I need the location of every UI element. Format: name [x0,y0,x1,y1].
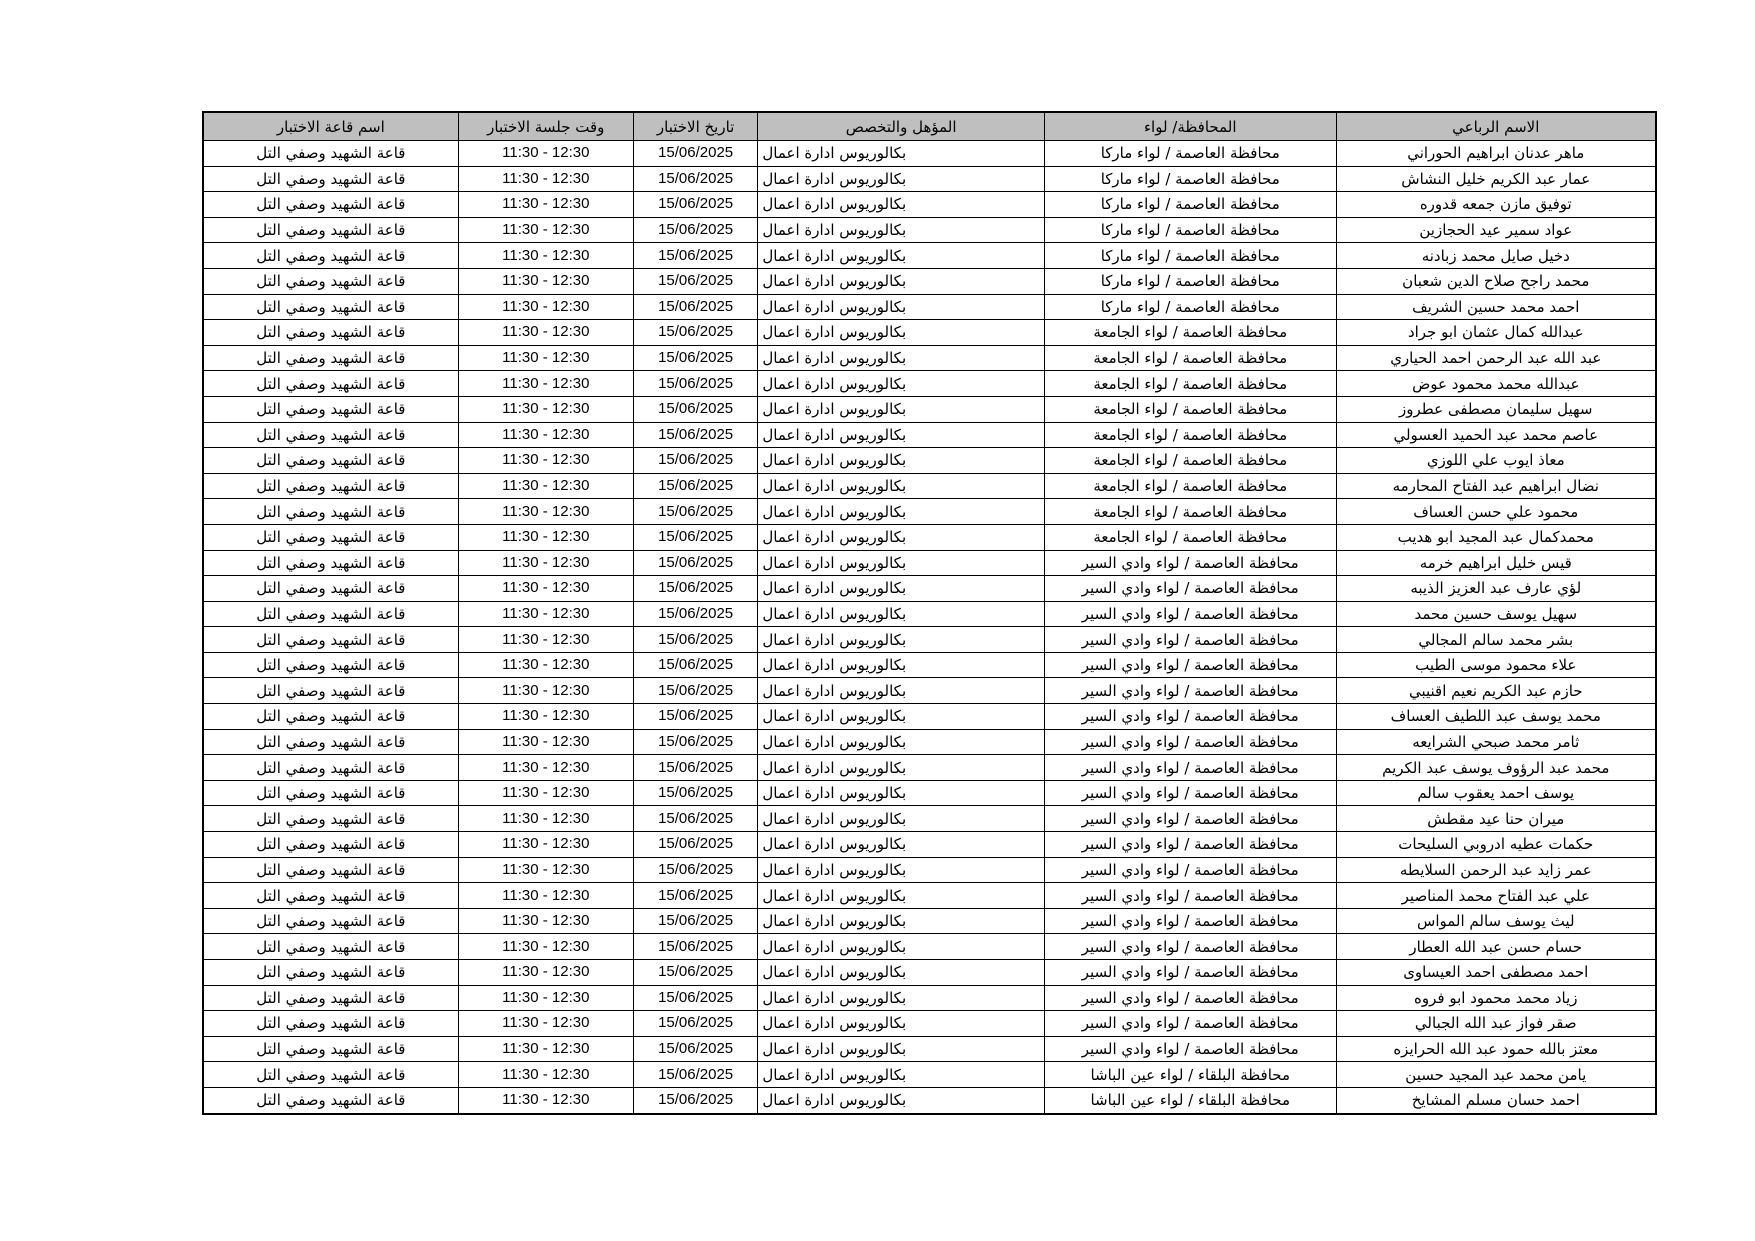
cell-date: 15/06/2025 [633,268,758,294]
cell-hall: قاعة الشهيد وصفي التل [203,1087,458,1113]
table-row [203,934,1656,960]
table-row [203,576,1656,602]
cell-hall: قاعة الشهيد وصفي التل [203,883,458,909]
cell-time: 11:30 - 12:30 [458,371,633,397]
cell-governorate: محافظة العاصمة / لواء الجامعة [1044,371,1336,397]
cell-governorate: محافظة العاصمة / لواء وادي السير [1044,576,1336,602]
cell-date: 15/06/2025 [633,371,758,397]
cell-governorate: محافظة العاصمة / لواء وادي السير [1044,678,1336,704]
cell-governorate: محافظة العاصمة / لواء وادي السير [1044,729,1336,755]
cell-governorate: محافظة العاصمة / لواء وادي السير [1044,806,1336,832]
cell-governorate: محافظة العاصمة / لواء وادي السير [1044,883,1336,909]
table-row [203,448,1656,474]
cell-time: 11:30 - 12:30 [458,192,633,218]
cell-time: 11:30 - 12:30 [458,576,633,602]
cell-name: سهيل يوسف حسين محمد [1336,601,1656,627]
cell-name: ليث يوسف سالم المواس [1336,908,1656,934]
exam-schedule-table [202,111,1657,1115]
table-row [203,960,1656,986]
cell-time: 11:30 - 12:30 [458,960,633,986]
cell-date: 15/06/2025 [633,1036,758,1062]
cell-date: 15/06/2025 [633,1062,758,1088]
cell-date: 15/06/2025 [633,320,758,346]
cell-name: عبدالله كمال عثمان ابو جراد [1336,320,1656,346]
table-row [203,294,1656,320]
cell-hall: قاعة الشهيد وصفي التل [203,678,458,704]
table-row [203,704,1656,730]
cell-name: يامن محمد عبد المجيد حسين [1336,1062,1656,1088]
table-row [203,268,1656,294]
table-row [203,524,1656,550]
cell-specialization: بكالوريوس ادارة اعمال [758,371,1045,397]
cell-date: 15/06/2025 [633,627,758,653]
cell-name: يوسف احمد يعقوب سالم [1336,780,1656,806]
cell-hall: قاعة الشهيد وصفي التل [203,601,458,627]
cell-specialization: بكالوريوس ادارة اعمال [758,422,1045,448]
cell-date: 15/06/2025 [633,550,758,576]
cell-date: 15/06/2025 [633,908,758,934]
cell-name: دخيل صايل محمد زبادنه [1336,243,1656,269]
cell-time: 11:30 - 12:30 [458,422,633,448]
cell-hall: قاعة الشهيد وصفي التل [203,345,458,371]
cell-specialization: بكالوريوس ادارة اعمال [758,473,1045,499]
cell-specialization: بكالوريوس ادارة اعمال [758,345,1045,371]
cell-time: 11:30 - 12:30 [458,1011,633,1037]
cell-time: 11:30 - 12:30 [458,806,633,832]
cell-time: 11:30 - 12:30 [458,1036,633,1062]
cell-hall: قاعة الشهيد وصفي التل [203,985,458,1011]
cell-specialization: بكالوريوس ادارة اعمال [758,755,1045,781]
cell-name: قيس خليل ابراهيم خرمه [1336,550,1656,576]
cell-hall: قاعة الشهيد وصفي التل [203,499,458,525]
cell-governorate: محافظة العاصمة / لواء وادي السير [1044,857,1336,883]
cell-date: 15/06/2025 [633,934,758,960]
cell-name: ثامر محمد صبحي الشرايعه [1336,729,1656,755]
table-row [203,396,1656,422]
table-row [203,1036,1656,1062]
table-row [203,166,1656,192]
cell-hall: قاعة الشهيد وصفي التل [203,268,458,294]
table-row [203,601,1656,627]
cell-time: 11:30 - 12:30 [458,499,633,525]
cell-time: 11:30 - 12:30 [458,652,633,678]
cell-governorate: محافظة العاصمة / لواء الجامعة [1044,499,1336,525]
cell-hall: قاعة الشهيد وصفي التل [203,908,458,934]
cell-name: ميران حنا عيد مقطش [1336,806,1656,832]
cell-time: 11:30 - 12:30 [458,908,633,934]
cell-hall: قاعة الشهيد وصفي التل [203,1011,458,1037]
table-row [203,499,1656,525]
cell-name: عبد الله عبد الرحمن احمد الحياري [1336,345,1656,371]
cell-specialization: بكالوريوس ادارة اعمال [758,524,1045,550]
cell-date: 15/06/2025 [633,166,758,192]
cell-time: 11:30 - 12:30 [458,448,633,474]
header-specialization: المؤهل والتخصص [758,112,1045,141]
cell-specialization: بكالوريوس ادارة اعمال [758,780,1045,806]
cell-date: 15/06/2025 [633,857,758,883]
cell-time: 11:30 - 12:30 [458,934,633,960]
cell-hall: قاعة الشهيد وصفي التل [203,627,458,653]
cell-time: 11:30 - 12:30 [458,294,633,320]
cell-date: 15/06/2025 [633,832,758,858]
cell-governorate: محافظة العاصمة / لواء وادي السير [1044,934,1336,960]
cell-specialization: بكالوريوس ادارة اعمال [758,1011,1045,1037]
cell-name: محمود علي حسن العساف [1336,499,1656,525]
cell-name: علي عبد الفتاح محمد المناصير [1336,883,1656,909]
cell-specialization: بكالوريوس ادارة اعمال [758,704,1045,730]
cell-date: 15/06/2025 [633,678,758,704]
cell-time: 11:30 - 12:30 [458,217,633,243]
cell-governorate: محافظة العاصمة / لواء وادي السير [1044,652,1336,678]
cell-date: 15/06/2025 [633,729,758,755]
cell-specialization: بكالوريوس ادارة اعمال [758,729,1045,755]
cell-hall: قاعة الشهيد وصفي التل [203,780,458,806]
cell-name: عمر زايد عبد الرحمن السلايطه [1336,857,1656,883]
cell-name: بشر محمد سالم المجالي [1336,627,1656,653]
cell-specialization: بكالوريوس ادارة اعمال [758,166,1045,192]
header-row [203,112,1656,141]
cell-date: 15/06/2025 [633,141,758,167]
cell-specialization: بكالوريوس ادارة اعمال [758,1087,1045,1113]
cell-governorate: محافظة العاصمة / لواء الجامعة [1044,448,1336,474]
cell-hall: قاعة الشهيد وصفي التل [203,166,458,192]
cell-hall: قاعة الشهيد وصفي التل [203,217,458,243]
cell-specialization: بكالوريوس ادارة اعمال [758,934,1045,960]
cell-specialization: بكالوريوس ادارة اعمال [758,601,1045,627]
cell-hall: قاعة الشهيد وصفي التل [203,396,458,422]
table-row [203,755,1656,781]
cell-time: 11:30 - 12:30 [458,678,633,704]
cell-specialization: بكالوريوس ادارة اعمال [758,448,1045,474]
cell-specialization: بكالوريوس ادارة اعمال [758,806,1045,832]
cell-date: 15/06/2025 [633,652,758,678]
header-name: الاسم الرباعي [1336,112,1656,141]
cell-date: 15/06/2025 [633,192,758,218]
cell-date: 15/06/2025 [633,960,758,986]
table-row [203,627,1656,653]
cell-hall: قاعة الشهيد وصفي التل [203,524,458,550]
cell-hall: قاعة الشهيد وصفي التل [203,448,458,474]
cell-date: 15/06/2025 [633,396,758,422]
table-row [203,550,1656,576]
cell-hall: قاعة الشهيد وصفي التل [203,550,458,576]
cell-hall: قاعة الشهيد وصفي التل [203,960,458,986]
table-row [203,1011,1656,1037]
cell-hall: قاعة الشهيد وصفي التل [203,832,458,858]
cell-hall: قاعة الشهيد وصفي التل [203,1036,458,1062]
cell-time: 11:30 - 12:30 [458,985,633,1011]
cell-specialization: بكالوريوس ادارة اعمال [758,576,1045,602]
cell-governorate: محافظة العاصمة / لواء ماركا [1044,141,1336,167]
cell-date: 15/06/2025 [633,422,758,448]
header-date: تاريخ الاختبار [633,112,758,141]
cell-name: عبدالله محمد محمود عوض [1336,371,1656,397]
cell-hall: قاعة الشهيد وصفي التل [203,320,458,346]
table-row [203,243,1656,269]
cell-specialization: بكالوريوس ادارة اعمال [758,652,1045,678]
cell-date: 15/06/2025 [633,1087,758,1113]
cell-name: ماهر عدنان ابراهيم الحوراني [1336,141,1656,167]
cell-time: 11:30 - 12:30 [458,883,633,909]
cell-governorate: محافظة العاصمة / لواء وادي السير [1044,755,1336,781]
cell-governorate: محافظة العاصمة / لواء ماركا [1044,243,1336,269]
cell-specialization: بكالوريوس ادارة اعمال [758,908,1045,934]
cell-governorate: محافظة العاصمة / لواء ماركا [1044,268,1336,294]
cell-time: 11:30 - 12:30 [458,473,633,499]
cell-specialization: بكالوريوس ادارة اعمال [758,627,1045,653]
cell-governorate: محافظة العاصمة / لواء وادي السير [1044,960,1336,986]
cell-date: 15/06/2025 [633,499,758,525]
cell-specialization: بكالوريوس ادارة اعمال [758,550,1045,576]
table-row [203,652,1656,678]
cell-time: 11:30 - 12:30 [458,141,633,167]
cell-hall: قاعة الشهيد وصفي التل [203,141,458,167]
cell-time: 11:30 - 12:30 [458,755,633,781]
cell-time: 11:30 - 12:30 [458,320,633,346]
cell-name: معتز بالله حمود عبد الله الحرايزه [1336,1036,1656,1062]
cell-time: 11:30 - 12:30 [458,243,633,269]
cell-name: زياد محمد محمود ابو فروه [1336,985,1656,1011]
cell-date: 15/06/2025 [633,294,758,320]
cell-specialization: بكالوريوس ادارة اعمال [758,883,1045,909]
cell-specialization: بكالوريوس ادارة اعمال [758,243,1045,269]
cell-governorate: محافظة العاصمة / لواء وادي السير [1044,780,1336,806]
cell-governorate: محافظة العاصمة / لواء ماركا [1044,294,1336,320]
cell-date: 15/06/2025 [633,1011,758,1037]
cell-governorate: محافظة البلقاء / لواء عين الباشا [1044,1062,1336,1088]
cell-name: عواد سمير عيد الحجازين [1336,217,1656,243]
table-row [203,1087,1656,1113]
cell-hall: قاعة الشهيد وصفي التل [203,294,458,320]
cell-governorate: محافظة العاصمة / لواء وادي السير [1044,832,1336,858]
cell-date: 15/06/2025 [633,473,758,499]
cell-name: حكمات عطيه ادروبي السليحات [1336,832,1656,858]
cell-name: لؤي عارف عبد العزيز الذيبه [1336,576,1656,602]
cell-name: حسام حسن عبد الله العطار [1336,934,1656,960]
cell-governorate: محافظة العاصمة / لواء وادي السير [1044,550,1336,576]
table-body [203,141,1656,1114]
cell-hall: قاعة الشهيد وصفي التل [203,473,458,499]
table-row [203,806,1656,832]
header-governorate: المحافظة/ لواء [1044,112,1336,141]
cell-name: محمد يوسف عبد اللطيف العساف [1336,704,1656,730]
cell-name: احمد مصطفى احمد العيساوى [1336,960,1656,986]
cell-date: 15/06/2025 [633,345,758,371]
cell-name: محمد عبد الرؤوف يوسف عبد الكريم [1336,755,1656,781]
cell-time: 11:30 - 12:30 [458,1087,633,1113]
cell-governorate: محافظة البلقاء / لواء عين الباشا [1044,1087,1336,1113]
cell-name: توفيق مازن جمعه قدوره [1336,192,1656,218]
table-row [203,832,1656,858]
cell-date: 15/06/2025 [633,755,758,781]
table-row [203,1062,1656,1088]
cell-governorate: محافظة العاصمة / لواء ماركا [1044,217,1336,243]
cell-specialization: بكالوريوس ادارة اعمال [758,396,1045,422]
cell-specialization: بكالوريوس ادارة اعمال [758,985,1045,1011]
cell-name: صقر فواز عبد الله الجبالي [1336,1011,1656,1037]
cell-specialization: بكالوريوس ادارة اعمال [758,832,1045,858]
table-row [203,985,1656,1011]
cell-date: 15/06/2025 [633,448,758,474]
cell-governorate: محافظة العاصمة / لواء ماركا [1044,192,1336,218]
cell-date: 15/06/2025 [633,524,758,550]
cell-specialization: بكالوريوس ادارة اعمال [758,294,1045,320]
cell-governorate: محافظة العاصمة / لواء الجامعة [1044,396,1336,422]
cell-hall: قاعة الشهيد وصفي التل [203,652,458,678]
cell-time: 11:30 - 12:30 [458,1062,633,1088]
cell-governorate: محافظة العاصمة / لواء ماركا [1044,166,1336,192]
cell-name: عاصم محمد عبد الحميد العسولي [1336,422,1656,448]
cell-governorate: محافظة العاصمة / لواء وادي السير [1044,985,1336,1011]
cell-time: 11:30 - 12:30 [458,601,633,627]
cell-hall: قاعة الشهيد وصفي التل [203,806,458,832]
cell-hall: قاعة الشهيد وصفي التل [203,243,458,269]
cell-date: 15/06/2025 [633,601,758,627]
table-row [203,217,1656,243]
cell-date: 15/06/2025 [633,576,758,602]
cell-specialization: بكالوريوس ادارة اعمال [758,1036,1045,1062]
cell-date: 15/06/2025 [633,780,758,806]
table-row [203,857,1656,883]
cell-time: 11:30 - 12:30 [458,396,633,422]
cell-name: احمد حسان مسلم المشايخ [1336,1087,1656,1113]
cell-governorate: محافظة العاصمة / لواء وادي السير [1044,1011,1336,1037]
cell-time: 11:30 - 12:30 [458,166,633,192]
table-row [203,371,1656,397]
table-row [203,780,1656,806]
cell-name: معاذ ايوب علي اللوزي [1336,448,1656,474]
cell-time: 11:30 - 12:30 [458,268,633,294]
table-row [203,192,1656,218]
cell-specialization: بكالوريوس ادارة اعمال [758,192,1045,218]
cell-name: محمد راجح صلاح الدين شعبان [1336,268,1656,294]
cell-governorate: محافظة العاصمة / لواء وادي السير [1044,908,1336,934]
cell-time: 11:30 - 12:30 [458,627,633,653]
cell-hall: قاعة الشهيد وصفي التل [203,857,458,883]
cell-specialization: بكالوريوس ادارة اعمال [758,678,1045,704]
cell-time: 11:30 - 12:30 [458,550,633,576]
header-hall: اسم قاعة الاختبار [203,112,458,141]
cell-governorate: محافظة العاصمة / لواء وادي السير [1044,627,1336,653]
table-row [203,345,1656,371]
cell-date: 15/06/2025 [633,883,758,909]
table-row [203,908,1656,934]
cell-specialization: بكالوريوس ادارة اعمال [758,857,1045,883]
cell-hall: قاعة الشهيد وصفي التل [203,704,458,730]
cell-time: 11:30 - 12:30 [458,704,633,730]
cell-specialization: بكالوريوس ادارة اعمال [758,141,1045,167]
cell-governorate: محافظة العاصمة / لواء الجامعة [1044,320,1336,346]
cell-name: سهيل سليمان مصطفى عطروز [1336,396,1656,422]
table-row [203,729,1656,755]
cell-governorate: محافظة العاصمة / لواء الجامعة [1044,345,1336,371]
cell-governorate: محافظة العاصمة / لواء الجامعة [1044,524,1336,550]
cell-name: نضال ابراهيم عبد الفتاح المحارمه [1336,473,1656,499]
cell-date: 15/06/2025 [633,704,758,730]
cell-date: 15/06/2025 [633,806,758,832]
cell-specialization: بكالوريوس ادارة اعمال [758,217,1045,243]
cell-name: احمد محمد حسين الشريف [1336,294,1656,320]
header-time: وقت جلسة الاختبار [458,112,633,141]
cell-name: علاء محمود موسى الطيب [1336,652,1656,678]
cell-name: حازم عبد الكريم نعيم اقنيبي [1336,678,1656,704]
table-row [203,473,1656,499]
cell-hall: قاعة الشهيد وصفي التل [203,422,458,448]
cell-governorate: محافظة العاصمة / لواء وادي السير [1044,601,1336,627]
cell-time: 11:30 - 12:30 [458,832,633,858]
cell-governorate: محافظة العاصمة / لواء الجامعة [1044,422,1336,448]
cell-specialization: بكالوريوس ادارة اعمال [758,1062,1045,1088]
table-row [203,678,1656,704]
table-row [203,883,1656,909]
cell-hall: قاعة الشهيد وصفي التل [203,755,458,781]
table-row [203,141,1656,167]
table-row [203,320,1656,346]
cell-name: محمدكمال عبد المجيد ابو هديب [1336,524,1656,550]
cell-name: عمار عبد الكريم خليل النشاش [1336,166,1656,192]
cell-governorate: محافظة العاصمة / لواء الجامعة [1044,473,1336,499]
cell-hall: قاعة الشهيد وصفي التل [203,576,458,602]
cell-specialization: بكالوريوس ادارة اعمال [758,499,1045,525]
table-row [203,422,1656,448]
cell-hall: قاعة الشهيد وصفي التل [203,729,458,755]
cell-date: 15/06/2025 [633,243,758,269]
cell-time: 11:30 - 12:30 [458,345,633,371]
cell-governorate: محافظة العاصمة / لواء وادي السير [1044,1036,1336,1062]
cell-specialization: بكالوريوس ادارة اعمال [758,320,1045,346]
cell-specialization: بكالوريوس ادارة اعمال [758,960,1045,986]
cell-time: 11:30 - 12:30 [458,729,633,755]
cell-time: 11:30 - 12:30 [458,780,633,806]
cell-hall: قاعة الشهيد وصفي التل [203,934,458,960]
cell-hall: قاعة الشهيد وصفي التل [203,1062,458,1088]
cell-hall: قاعة الشهيد وصفي التل [203,371,458,397]
cell-hall: قاعة الشهيد وصفي التل [203,192,458,218]
cell-time: 11:30 - 12:30 [458,524,633,550]
table-header [203,112,1656,141]
cell-governorate: محافظة العاصمة / لواء وادي السير [1044,704,1336,730]
cell-date: 15/06/2025 [633,217,758,243]
cell-time: 11:30 - 12:30 [458,857,633,883]
cell-specialization: بكالوريوس ادارة اعمال [758,268,1045,294]
cell-date: 15/06/2025 [633,985,758,1011]
